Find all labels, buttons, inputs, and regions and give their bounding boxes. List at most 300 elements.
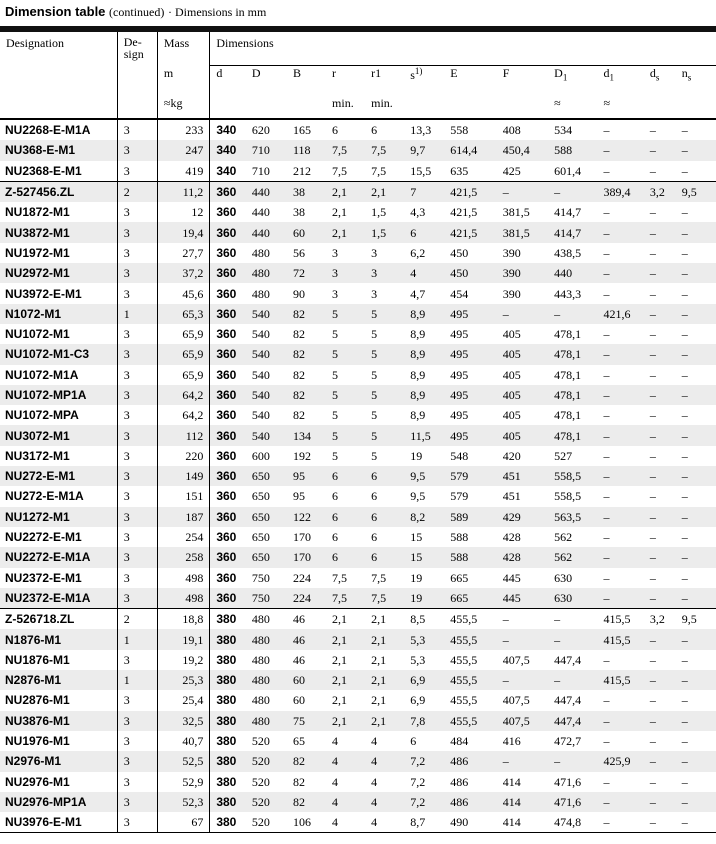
header-r: r <box>326 66 365 97</box>
cell-designation: N1072-M1 <box>0 304 117 324</box>
cell-D: 480 <box>246 609 287 630</box>
header-ns <box>676 66 716 97</box>
cell-design: 3 <box>117 568 157 588</box>
cell-ds: – <box>644 222 676 242</box>
cell-s: 8,9 <box>410 327 426 342</box>
cell-D: 650 <box>246 466 287 486</box>
cell-E: 454 <box>450 286 469 301</box>
cell-D1: – <box>548 181 597 202</box>
title-units: · Dimensions in mm <box>167 5 267 19</box>
cell-ds: – <box>644 304 676 324</box>
cell-ds: 3,2 <box>644 609 676 630</box>
cell-designation: NU1072-MP1A <box>0 385 117 405</box>
cell-d1: – <box>598 792 644 812</box>
header-B-blank <box>287 96 326 119</box>
cell-B: 122 <box>287 507 326 527</box>
cell-r: 4 <box>326 812 365 833</box>
table-row <box>0 588 716 609</box>
cell-mass: 64,2 <box>157 385 209 405</box>
cell-ds: – <box>644 507 676 527</box>
cell-s: 5,3 <box>410 652 426 667</box>
cell-s: 15,5 <box>410 163 432 178</box>
cell-design: 3 <box>117 243 157 263</box>
cell-ns: – <box>681 448 688 463</box>
cell-s: 9,5 <box>404 466 444 486</box>
cell-F: 390 <box>502 245 521 260</box>
cell-s: 19 <box>404 588 444 609</box>
header-D1 <box>548 66 597 97</box>
table-row <box>0 690 716 710</box>
cell-designation: NU3872-M1 <box>0 222 117 242</box>
cell-d: 360 <box>210 446 246 466</box>
cell-D1: 478,1 <box>548 385 597 405</box>
header-s <box>404 66 444 97</box>
cell-d: 360 <box>210 324 246 344</box>
table-row <box>0 812 716 833</box>
header-E: E <box>444 66 496 97</box>
cell-D: 540 <box>251 367 270 382</box>
cell-d1: – <box>598 466 644 486</box>
cell-D1: 478,1 <box>554 367 582 382</box>
cell-E: 579 <box>444 466 496 486</box>
cell-B: 224 <box>287 588 326 609</box>
cell-E: 495 <box>450 367 469 382</box>
cell-D: 520 <box>246 751 287 771</box>
cell-r1: 6 <box>371 489 378 504</box>
cell-d: 360 <box>210 304 246 324</box>
cell-r: 7,5 <box>332 163 348 178</box>
cell-ds: – <box>644 547 676 567</box>
header-F: F <box>497 66 548 97</box>
cell-design: 3 <box>117 446 157 466</box>
cell-d: 360 <box>210 344 246 364</box>
cell-r: 3 <box>332 286 339 301</box>
cell-ns: – <box>681 327 688 342</box>
cell-B: 56 <box>292 245 305 260</box>
cell-B: 106 <box>287 812 326 833</box>
cell-D1: 414,7 <box>554 205 582 220</box>
cell-E: 495 <box>444 385 496 405</box>
cell-design: 3 <box>117 263 157 283</box>
cell-r: 2,1 <box>332 693 348 708</box>
cell-ds: – <box>644 751 676 771</box>
cell-d: 360 <box>210 588 246 609</box>
cell-d1: 415,5 <box>598 670 644 690</box>
cell-designation: NU272-E-M1 <box>0 466 117 486</box>
cell-s: 19 <box>410 448 423 463</box>
table-row <box>0 446 716 466</box>
cell-s: 4,7 <box>410 286 426 301</box>
cell-B: 82 <box>287 344 326 364</box>
cell-ns: – <box>676 588 716 609</box>
cell-ds: – <box>649 530 656 545</box>
cell-B: 75 <box>287 711 326 731</box>
cell-design: 1 <box>117 629 157 649</box>
cell-E: 455,5 <box>444 609 496 630</box>
cell-design: 3 <box>117 588 157 609</box>
cell-d: 360 <box>210 385 246 405</box>
cell-r: 5 <box>332 448 339 463</box>
cell-d1: – <box>603 327 610 342</box>
cell-F: 407,5 <box>497 711 548 731</box>
cell-B: 170 <box>287 547 326 567</box>
cell-ns: – <box>681 570 688 585</box>
cell-B: 90 <box>292 286 305 301</box>
header-E-blank <box>444 96 496 119</box>
cell-F: 429 <box>497 507 548 527</box>
cell-design: 3 <box>117 324 157 344</box>
cell-F: 405 <box>497 344 548 364</box>
cell-E: 495 <box>444 344 496 364</box>
cell-d1: – <box>603 205 610 220</box>
cell-E: 450 <box>444 263 496 283</box>
cell-design: 3 <box>117 283 157 303</box>
cell-E: 495 <box>444 304 496 324</box>
cell-ns: – <box>676 547 716 567</box>
table-row <box>0 324 716 344</box>
cell-r1: 3 <box>371 245 378 260</box>
cell-designation: N2876-M1 <box>0 670 117 690</box>
cell-F: 414 <box>502 774 521 789</box>
header-r-min: min. <box>332 96 354 110</box>
cell-F: – <box>497 751 548 771</box>
table-row <box>0 344 716 364</box>
cell-s: 8,9 <box>404 344 444 364</box>
cell-ds: – <box>644 425 676 445</box>
cell-F: 451 <box>502 489 521 504</box>
cell-mass: 25,3 <box>157 670 209 690</box>
cell-D: 480 <box>251 245 270 260</box>
cell-D: 440 <box>251 205 270 220</box>
cell-d1: 425,9 <box>598 751 644 771</box>
cell-s: 7,2 <box>404 751 444 771</box>
cell-D: 480 <box>251 693 270 708</box>
header-F-blank <box>497 96 548 119</box>
table-row <box>0 547 716 567</box>
cell-r1: 1,5 <box>371 205 387 220</box>
cell-s: 8,9 <box>410 367 426 382</box>
cell-d: 360 <box>210 243 246 263</box>
cell-design: 3 <box>117 344 157 364</box>
cell-r: 3 <box>332 245 339 260</box>
cell-B: 82 <box>292 367 305 382</box>
cell-design: 3 <box>117 405 157 425</box>
cell-ns: – <box>676 792 716 812</box>
cell-d1: – <box>603 286 610 301</box>
cell-E: 548 <box>450 448 469 463</box>
cell-design: 3 <box>117 690 157 710</box>
cell-E: 486 <box>444 751 496 771</box>
cell-D: 520 <box>246 792 287 812</box>
cell-d1: – <box>598 425 644 445</box>
cell-D1: 562 <box>548 547 597 567</box>
cell-d1: – <box>603 693 610 708</box>
cell-E: 665 <box>450 570 469 585</box>
cell-r1: 7,5 <box>365 588 404 609</box>
cell-r: 5 <box>332 367 339 382</box>
header-r1-min: min. <box>371 96 393 110</box>
cell-designation: NU1972-M1 <box>5 245 70 260</box>
cell-d: 360 <box>210 466 246 486</box>
cell-ds: – <box>649 734 656 749</box>
cell-r1: 5 <box>371 327 378 342</box>
cell-D: 540 <box>246 304 287 324</box>
cell-designation: NU1876-M1 <box>5 652 70 667</box>
cell-r1: 2,1 <box>365 711 404 731</box>
cell-ns: – <box>676 140 716 160</box>
header-ns-sub: s <box>687 72 692 83</box>
header-d: d <box>210 66 246 97</box>
cell-mass: 65,9 <box>157 365 209 385</box>
cell-designation: NU272-E-M1A <box>5 489 84 504</box>
cell-E: 495 <box>444 425 496 445</box>
cell-D: 620 <box>246 119 287 140</box>
cell-r1: 4 <box>365 751 404 771</box>
cell-D: 540 <box>246 385 287 405</box>
cell-ds: – <box>649 570 656 585</box>
table-row <box>0 304 716 324</box>
cell-design: 3 <box>117 161 157 182</box>
cell-r: 2,1 <box>332 205 348 220</box>
cell-ds: – <box>644 629 676 649</box>
cell-d1: – <box>598 344 644 364</box>
cell-r1: 6 <box>365 547 404 567</box>
cell-d: 360 <box>210 283 246 303</box>
cell-F: 445 <box>497 588 548 609</box>
cell-D1: 474,8 <box>548 812 597 833</box>
cell-ns: – <box>676 466 716 486</box>
cell-D: 480 <box>246 711 287 731</box>
cell-mass: 187 <box>157 507 209 527</box>
cell-r: 3 <box>326 263 365 283</box>
cell-ns: – <box>681 205 688 220</box>
cell-design: 3 <box>117 202 157 222</box>
cell-r: 6 <box>326 547 365 567</box>
cell-d: 360 <box>210 547 246 567</box>
table-row <box>0 609 716 630</box>
cell-F: 381,5 <box>502 205 530 220</box>
cell-D1: 588 <box>548 140 597 160</box>
cell-designation: Z-526718.ZL <box>0 609 117 630</box>
cell-d: 360 <box>210 181 246 202</box>
cell-mass: 19,4 <box>157 222 209 242</box>
cell-d1: 421,6 <box>598 304 644 324</box>
cell-designation: NU2876-M1 <box>5 693 70 708</box>
cell-D1: 447,4 <box>548 711 597 731</box>
cell-d: 360 <box>210 568 246 588</box>
cell-mass: 45,6 <box>157 283 209 303</box>
cell-ds: – <box>649 693 656 708</box>
table-row <box>0 385 716 405</box>
cell-s: 7 <box>404 181 444 202</box>
cell-ds: – <box>644 385 676 405</box>
cell-E: 614,4 <box>444 140 496 160</box>
cell-D1: 601,4 <box>554 163 582 178</box>
cell-design: 3 <box>117 772 157 792</box>
cell-d: 340 <box>210 140 246 160</box>
cell-r1: 5 <box>365 425 404 445</box>
cell-d: 360 <box>210 365 246 385</box>
cell-B: 82 <box>292 327 305 342</box>
cell-r1: 4 <box>365 792 404 812</box>
header-ns-text: n <box>681 66 688 80</box>
cell-r1: 2,1 <box>365 181 404 202</box>
cell-B: 60 <box>287 222 326 242</box>
cell-designation: N2976-M1 <box>0 751 117 771</box>
cell-d1: 389,4 <box>598 181 644 202</box>
cell-B: 46 <box>287 629 326 649</box>
cell-ds: – <box>649 408 656 423</box>
cell-r: 6 <box>326 119 365 140</box>
cell-ns: – <box>676 304 716 324</box>
cell-F: – <box>497 304 548 324</box>
cell-d: 360 <box>210 507 246 527</box>
cell-r: 6 <box>326 466 365 486</box>
cell-D: 480 <box>246 670 287 690</box>
cell-ns: – <box>676 222 716 242</box>
cell-D: 650 <box>251 489 270 504</box>
cell-D: 540 <box>251 327 270 342</box>
cell-designation: NU3976-E-M1 <box>0 812 117 833</box>
cell-d1: – <box>603 408 610 423</box>
cell-D: 600 <box>251 448 270 463</box>
cell-F: – <box>497 181 548 202</box>
header-ds <box>644 66 676 97</box>
cell-s: 15 <box>404 547 444 567</box>
cell-E: 579 <box>450 489 469 504</box>
cell-d: 380 <box>210 792 246 812</box>
cell-D1: 527 <box>554 448 573 463</box>
cell-E: 495 <box>450 408 469 423</box>
cell-F: 408 <box>497 119 548 140</box>
cell-F: 445 <box>502 570 521 585</box>
cell-design: 3 <box>117 751 157 771</box>
cell-B: 46 <box>292 652 305 667</box>
table-row <box>0 711 716 731</box>
cell-E: 455,5 <box>450 693 478 708</box>
cell-r1: 5 <box>365 304 404 324</box>
cell-design: 3 <box>117 792 157 812</box>
table-row <box>0 425 716 445</box>
cell-design: 1 <box>117 304 157 324</box>
cell-r: 2,1 <box>326 711 365 731</box>
cell-D: 520 <box>251 734 270 749</box>
cell-B: 38 <box>292 205 305 220</box>
cell-E: 421,5 <box>444 222 496 242</box>
cell-F: 407,5 <box>502 693 530 708</box>
cell-s: 19 <box>410 570 423 585</box>
cell-designation: NU1976-M1 <box>5 734 70 749</box>
cell-mass: 18,8 <box>157 609 209 630</box>
cell-D: 650 <box>246 547 287 567</box>
cell-B: 118 <box>287 140 326 160</box>
cell-s: 6 <box>404 222 444 242</box>
cell-s: 8,9 <box>404 304 444 324</box>
cell-r1: 2,1 <box>371 652 387 667</box>
cell-D1: 440 <box>548 263 597 283</box>
cell-D1: 472,7 <box>554 734 582 749</box>
cell-ns: 9,5 <box>676 609 716 630</box>
cell-d: 380 <box>210 812 246 833</box>
header-D1-sub: 1 <box>562 72 568 83</box>
cell-r: 6 <box>326 507 365 527</box>
cell-ns: – <box>676 812 716 833</box>
cell-designation: NU3072-M1 <box>0 425 117 445</box>
cell-B: 134 <box>287 425 326 445</box>
cell-F: 390 <box>502 286 521 301</box>
cell-designation: N1876-M1 <box>0 629 117 649</box>
cell-r1: 3 <box>371 286 378 301</box>
cell-B: 82 <box>287 792 326 812</box>
cell-ds: – <box>644 466 676 486</box>
cell-d: 340 <box>210 119 246 140</box>
cell-ds: – <box>644 792 676 812</box>
cell-D1: 630 <box>554 570 573 585</box>
table-row <box>0 283 716 303</box>
cell-d: 380 <box>210 670 246 690</box>
cell-mass: 65,9 <box>157 344 209 364</box>
cell-d1: – <box>598 812 644 833</box>
cell-ns: – <box>681 245 688 260</box>
cell-D1: – <box>548 670 597 690</box>
cell-D1: 558,5 <box>548 466 597 486</box>
cell-designation: NU2272-E-M1A <box>0 547 117 567</box>
cell-designation: NU2272-E-M1 <box>5 530 82 545</box>
cell-mass: 11,2 <box>157 181 209 202</box>
cell-r1: 1,5 <box>365 222 404 242</box>
cell-D: 650 <box>251 530 270 545</box>
table-title-bar <box>0 0 716 32</box>
cell-D: 650 <box>246 507 287 527</box>
table-row <box>0 731 716 751</box>
cell-B: 82 <box>292 774 305 789</box>
cell-r1: 6 <box>371 530 378 545</box>
cell-d: 380 <box>210 650 246 670</box>
cell-mass: 233 <box>157 119 209 140</box>
cell-D: 440 <box>246 181 287 202</box>
cell-s: 15 <box>410 530 423 545</box>
cell-designation: NU3876-M1 <box>0 711 117 731</box>
cell-r1: 4 <box>365 812 404 833</box>
cell-design: 2 <box>117 609 157 630</box>
header-designation: Designation <box>6 36 64 50</box>
cell-d: 360 <box>210 263 246 283</box>
cell-E: 665 <box>444 588 496 609</box>
cell-s: 7,2 <box>404 792 444 812</box>
table-row <box>0 243 716 263</box>
cell-ns: – <box>676 385 716 405</box>
cell-r: 4 <box>332 774 339 789</box>
cell-d1: – <box>603 367 610 382</box>
cell-r: 2,1 <box>326 609 365 630</box>
cell-mass: 498 <box>157 568 209 588</box>
cell-design: 3 <box>117 711 157 731</box>
cell-F: 405 <box>497 385 548 405</box>
cell-ns: 9,5 <box>676 181 716 202</box>
cell-ds: – <box>644 119 676 140</box>
cell-design: 3 <box>117 425 157 445</box>
cell-design: 3 <box>117 731 157 751</box>
cell-ns: – <box>681 693 688 708</box>
table-row <box>0 181 716 202</box>
cell-r: 6 <box>332 489 339 504</box>
cell-d1: – <box>603 570 610 585</box>
header-ds-blank <box>644 96 676 119</box>
cell-design: 1 <box>117 670 157 690</box>
cell-D1: – <box>548 304 597 324</box>
cell-D1: 471,6 <box>554 774 582 789</box>
header-d1-sub: 1 <box>609 72 615 83</box>
